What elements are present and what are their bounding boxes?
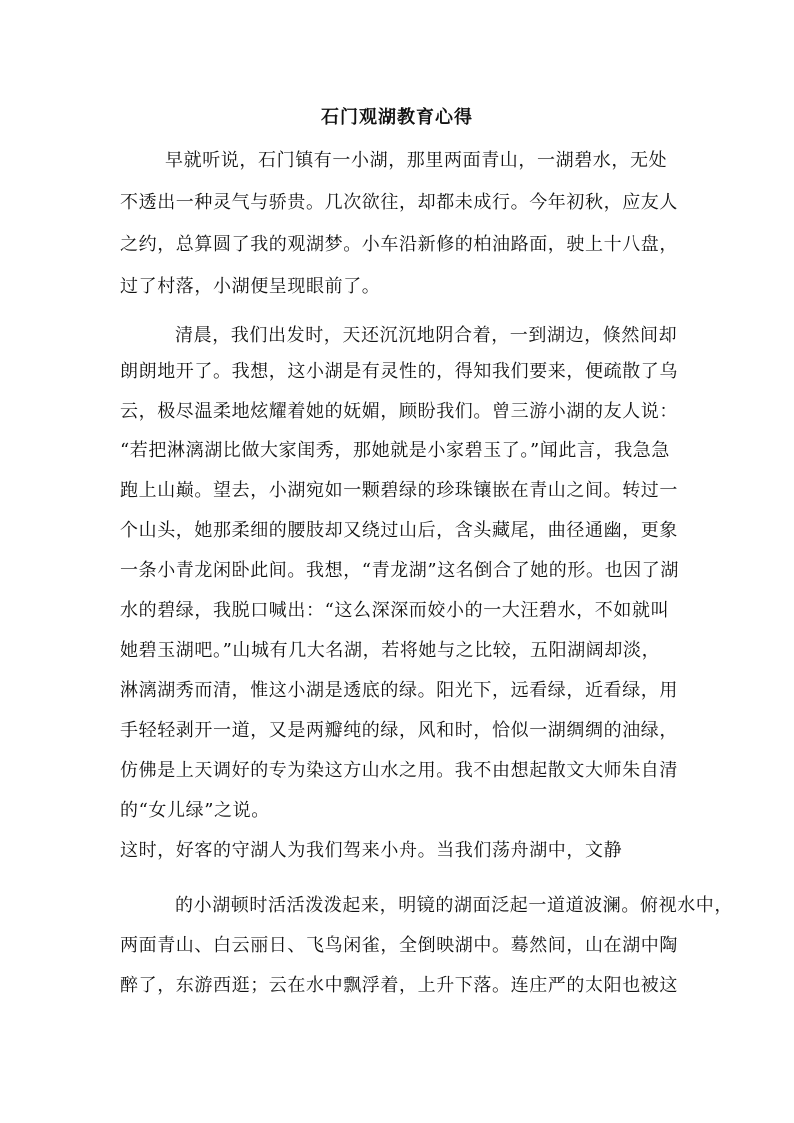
paragraph-1-line-3: 之约，总算圆了我的观湖梦。小车沿新修的柏油路面，驶上十八盘， <box>120 234 678 255</box>
paragraph-2-line-8: 水的碧绿，我脱口喊出：“这么深深而姣小的一大汪碧水，不如就叫 <box>120 600 670 621</box>
paragraph-3-line-1: 的小湖顿时活活泼泼起来，明镜的湖面泛起一道道波澜。俯视水中， <box>175 895 733 916</box>
paragraph-1-line-2: 不透出一种灵气与骄贵。几次欲往，却都未成行。今年初秋，应友人 <box>120 192 678 213</box>
paragraph-2-line-12: 仿佛是上天调好的专为染这方山水之用。我不由想起散文大师朱自清 <box>120 760 678 781</box>
paragraph-2-line-14: 这时，好客的守湖人为我们驾来小舟。当我们荡舟湖中，文静 <box>120 840 623 861</box>
paragraph-2-line-2: 朗朗地开了。我想，这小湖是有灵性的，得知我们要来，便疏散了乌 <box>120 361 678 382</box>
page-title: 石门观湖教育心得 <box>321 107 473 128</box>
paragraph-2-line-9: 她碧玉湖吧。”山城有几大名湖，若将她与之比较，五阳湖阔却淡， <box>120 640 661 661</box>
paragraph-2-line-10: 淋漓湖秀而清，惟这小湖是透底的绿。阳光下，远看绿，近看绿，用 <box>120 680 678 701</box>
paragraph-3-line-2: 两面青山、白云丽日、飞鸟闲雀，全倒映湖中。蓦然间，山在湖中陶 <box>120 935 678 956</box>
paragraph-2-line-13: 的“女儿绿”之说。 <box>120 800 270 821</box>
paragraph-2-line-3: 云，极尽温柔地炫耀着她的妩媚，顾盼我们。曾三游小湖的友人说： <box>120 401 678 422</box>
paragraph-2-line-6: 个山头，她那柔细的腰肢却又绕过山后，含头藏尾，曲径通幽，更象 <box>120 520 678 541</box>
paragraph-2-line-5: 跑上山巅。望去，小湖宛如一颗碧绿的珍珠镶嵌在青山之间。转过一 <box>120 480 678 501</box>
paragraph-2-line-1: 清晨，我们出发时，天还沉沉地阴合着，一到湖边，倏然间却 <box>175 325 678 346</box>
paragraph-2-line-7: 一条小青龙闲卧此间。我想，“青龙湖”这名倒合了她的形。也因了湖 <box>120 560 680 581</box>
paragraph-2-line-4: “若把淋漓湖比做大家闺秀，那她就是小家碧玉了。”闻此言，我急急 <box>120 440 671 461</box>
paragraph-3-line-3: 醉了，东游西逛；云在水中飘浮着，上升下落。连庄严的太阳也被这 <box>120 975 678 996</box>
paragraph-2-line-11: 手轻轻剥开一道，又是两瓣纯的绿，风和时，恰似一湖绸绸的油绿， <box>120 720 678 741</box>
paragraph-1-line-4: 过了村落，小湖便呈现眼前了。 <box>120 276 381 297</box>
paragraph-1-line-1: 早就听说，石门镇有一小湖，那里两面青山，一湖碧水，无处 <box>165 150 668 171</box>
